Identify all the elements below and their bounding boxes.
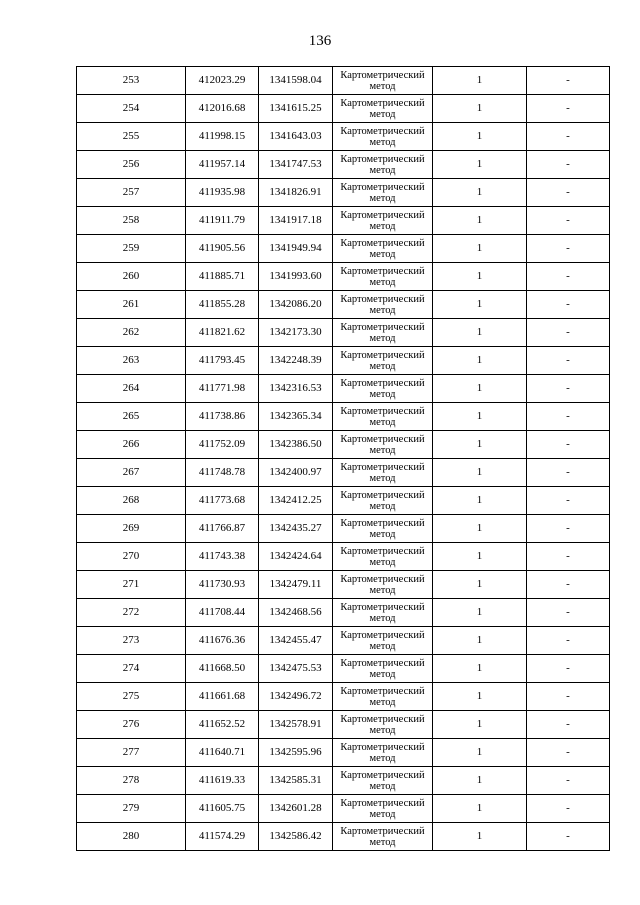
point-number-cell: 273 <box>77 627 186 655</box>
method-cell: Картометрический метод <box>333 347 433 375</box>
accuracy-cell: 1 <box>433 319 527 347</box>
accuracy-cell: 1 <box>433 207 527 235</box>
y-coordinate-cell: 1342412.25 <box>259 487 333 515</box>
x-coordinate-cell: 411766.87 <box>186 515 259 543</box>
table-row <box>77 683 610 711</box>
table-row <box>77 599 610 627</box>
x-coordinate-cell: 411640.71 <box>186 739 259 767</box>
y-coordinate-cell: 1342601.28 <box>259 795 333 823</box>
x-coordinate-cell: 411885.71 <box>186 263 259 291</box>
y-coordinate-cell: 1342424.64 <box>259 543 333 571</box>
y-coordinate-cell: 1342086.20 <box>259 291 333 319</box>
accuracy-cell: 1 <box>433 739 527 767</box>
point-number-cell: 262 <box>77 319 186 347</box>
y-coordinate-cell: 1342475.53 <box>259 655 333 683</box>
accuracy-cell: 1 <box>433 599 527 627</box>
y-coordinate-cell: 1341917.18 <box>259 207 333 235</box>
note-cell: - <box>527 95 610 123</box>
x-coordinate-cell: 411855.28 <box>186 291 259 319</box>
note-cell: - <box>527 515 610 543</box>
x-coordinate-cell: 411676.36 <box>186 627 259 655</box>
method-cell: Картометрический метод <box>333 291 433 319</box>
y-coordinate-cell: 1342585.31 <box>259 767 333 795</box>
y-coordinate-cell: 1342586.42 <box>259 823 333 851</box>
point-number-cell: 264 <box>77 375 186 403</box>
x-coordinate-cell: 412016.68 <box>186 95 259 123</box>
y-coordinate-cell: 1341826.91 <box>259 179 333 207</box>
table-row <box>77 627 610 655</box>
method-cell: Картометрический метод <box>333 235 433 263</box>
accuracy-cell: 1 <box>433 767 527 795</box>
y-coordinate-cell: 1342468.56 <box>259 599 333 627</box>
point-number-cell: 255 <box>77 123 186 151</box>
y-coordinate-cell: 1342479.11 <box>259 571 333 599</box>
x-coordinate-cell: 411821.62 <box>186 319 259 347</box>
note-cell: - <box>527 319 610 347</box>
note-cell: - <box>527 123 610 151</box>
coordinates-table-body <box>77 67 610 851</box>
table-row <box>77 123 610 151</box>
note-cell: - <box>527 151 610 179</box>
point-number-cell: 278 <box>77 767 186 795</box>
table-row <box>77 515 610 543</box>
accuracy-cell: 1 <box>433 123 527 151</box>
point-number-cell: 265 <box>77 403 186 431</box>
accuracy-cell: 1 <box>433 235 527 263</box>
x-coordinate-cell: 411574.29 <box>186 823 259 851</box>
method-cell: Картометрический метод <box>333 403 433 431</box>
accuracy-cell: 1 <box>433 459 527 487</box>
method-cell: Картометрический метод <box>333 179 433 207</box>
y-coordinate-cell: 1342365.34 <box>259 403 333 431</box>
x-coordinate-cell: 411661.68 <box>186 683 259 711</box>
note-cell: - <box>527 655 610 683</box>
table-row <box>77 795 610 823</box>
note-cell: - <box>527 823 610 851</box>
y-coordinate-cell: 1342496.72 <box>259 683 333 711</box>
accuracy-cell: 1 <box>433 571 527 599</box>
y-coordinate-cell: 1341949.94 <box>259 235 333 263</box>
table-row <box>77 403 610 431</box>
accuracy-cell: 1 <box>433 823 527 851</box>
table-row <box>77 487 610 515</box>
method-cell: Картометрический метод <box>333 795 433 823</box>
note-cell: - <box>527 179 610 207</box>
note-cell: - <box>527 67 610 95</box>
x-coordinate-cell: 411730.93 <box>186 571 259 599</box>
method-cell: Картометрический метод <box>333 627 433 655</box>
x-coordinate-cell: 411605.75 <box>186 795 259 823</box>
table-row <box>77 67 610 95</box>
method-cell: Картометрический метод <box>333 683 433 711</box>
accuracy-cell: 1 <box>433 291 527 319</box>
method-cell: Картометрический метод <box>333 515 433 543</box>
y-coordinate-cell: 1341993.60 <box>259 263 333 291</box>
table-row <box>77 291 610 319</box>
accuracy-cell: 1 <box>433 711 527 739</box>
method-cell: Картометрический метод <box>333 599 433 627</box>
point-number-cell: 279 <box>77 795 186 823</box>
method-cell: Картометрический метод <box>333 151 433 179</box>
y-coordinate-cell: 1342578.91 <box>259 711 333 739</box>
accuracy-cell: 1 <box>433 515 527 543</box>
point-number-cell: 263 <box>77 347 186 375</box>
note-cell: - <box>527 543 610 571</box>
note-cell: - <box>527 347 610 375</box>
x-coordinate-cell: 411738.86 <box>186 403 259 431</box>
note-cell: - <box>527 403 610 431</box>
x-coordinate-cell: 411793.45 <box>186 347 259 375</box>
note-cell: - <box>527 459 610 487</box>
table-row <box>77 151 610 179</box>
point-number-cell: 271 <box>77 571 186 599</box>
x-coordinate-cell: 411771.98 <box>186 375 259 403</box>
table-row <box>77 179 610 207</box>
y-coordinate-cell: 1342435.27 <box>259 515 333 543</box>
method-cell: Картометрический метод <box>333 95 433 123</box>
table-row <box>77 347 610 375</box>
coordinates-table <box>76 66 610 851</box>
accuracy-cell: 1 <box>433 375 527 403</box>
point-number-cell: 280 <box>77 823 186 851</box>
point-number-cell: 261 <box>77 291 186 319</box>
point-number-cell: 269 <box>77 515 186 543</box>
table-row <box>77 655 610 683</box>
x-coordinate-cell: 411773.68 <box>186 487 259 515</box>
point-number-cell: 270 <box>77 543 186 571</box>
y-coordinate-cell: 1342248.39 <box>259 347 333 375</box>
note-cell: - <box>527 571 610 599</box>
accuracy-cell: 1 <box>433 683 527 711</box>
table-row <box>77 431 610 459</box>
y-coordinate-cell: 1342173.30 <box>259 319 333 347</box>
x-coordinate-cell: 411652.52 <box>186 711 259 739</box>
table-row <box>77 823 610 851</box>
method-cell: Картометрический метод <box>333 375 433 403</box>
note-cell: - <box>527 627 610 655</box>
method-cell: Картометрический метод <box>333 263 433 291</box>
note-cell: - <box>527 739 610 767</box>
method-cell: Картометрический метод <box>333 571 433 599</box>
method-cell: Картометрический метод <box>333 207 433 235</box>
accuracy-cell: 1 <box>433 179 527 207</box>
note-cell: - <box>527 487 610 515</box>
table-row <box>77 543 610 571</box>
table-row <box>77 375 610 403</box>
method-cell: Картометрический метод <box>333 711 433 739</box>
note-cell: - <box>527 711 610 739</box>
accuracy-cell: 1 <box>433 431 527 459</box>
x-coordinate-cell: 411743.38 <box>186 543 259 571</box>
point-number-cell: 275 <box>77 683 186 711</box>
table-row <box>77 319 610 347</box>
table-row <box>77 767 610 795</box>
method-cell: Картометрический метод <box>333 123 433 151</box>
method-cell: Картометрический метод <box>333 319 433 347</box>
method-cell: Картометрический метод <box>333 655 433 683</box>
note-cell: - <box>527 207 610 235</box>
point-number-cell: 272 <box>77 599 186 627</box>
point-number-cell: 260 <box>77 263 186 291</box>
y-coordinate-cell: 1341747.53 <box>259 151 333 179</box>
x-coordinate-cell: 411708.44 <box>186 599 259 627</box>
y-coordinate-cell: 1342400.97 <box>259 459 333 487</box>
table-row <box>77 207 610 235</box>
note-cell: - <box>527 375 610 403</box>
y-coordinate-cell: 1341643.03 <box>259 123 333 151</box>
accuracy-cell: 1 <box>433 403 527 431</box>
method-cell: Картометрический метод <box>333 823 433 851</box>
accuracy-cell: 1 <box>433 543 527 571</box>
table-row <box>77 711 610 739</box>
method-cell: Картометрический метод <box>333 543 433 571</box>
point-number-cell: 268 <box>77 487 186 515</box>
point-number-cell: 257 <box>77 179 186 207</box>
note-cell: - <box>527 683 610 711</box>
accuracy-cell: 1 <box>433 263 527 291</box>
y-coordinate-cell: 1342595.96 <box>259 739 333 767</box>
y-coordinate-cell: 1342386.50 <box>259 431 333 459</box>
table-row <box>77 235 610 263</box>
table-row <box>77 263 610 291</box>
x-coordinate-cell: 411957.14 <box>186 151 259 179</box>
note-cell: - <box>527 795 610 823</box>
accuracy-cell: 1 <box>433 487 527 515</box>
accuracy-cell: 1 <box>433 151 527 179</box>
x-coordinate-cell: 411668.50 <box>186 655 259 683</box>
accuracy-cell: 1 <box>433 347 527 375</box>
point-number-cell: 274 <box>77 655 186 683</box>
table-row <box>77 739 610 767</box>
point-number-cell: 276 <box>77 711 186 739</box>
point-number-cell: 267 <box>77 459 186 487</box>
point-number-cell: 258 <box>77 207 186 235</box>
x-coordinate-cell: 411935.98 <box>186 179 259 207</box>
note-cell: - <box>527 235 610 263</box>
accuracy-cell: 1 <box>433 67 527 95</box>
x-coordinate-cell: 412023.29 <box>186 67 259 95</box>
note-cell: - <box>527 263 610 291</box>
method-cell: Картометрический метод <box>333 739 433 767</box>
accuracy-cell: 1 <box>433 795 527 823</box>
x-coordinate-cell: 411911.79 <box>186 207 259 235</box>
y-coordinate-cell: 1341598.04 <box>259 67 333 95</box>
y-coordinate-cell: 1342316.53 <box>259 375 333 403</box>
table-row <box>77 571 610 599</box>
table-row <box>77 459 610 487</box>
x-coordinate-cell: 411752.09 <box>186 431 259 459</box>
y-coordinate-cell: 1342455.47 <box>259 627 333 655</box>
note-cell: - <box>527 431 610 459</box>
x-coordinate-cell: 411905.56 <box>186 235 259 263</box>
x-coordinate-cell: 411998.15 <box>186 123 259 151</box>
point-number-cell: 256 <box>77 151 186 179</box>
note-cell: - <box>527 599 610 627</box>
note-cell: - <box>527 291 610 319</box>
point-number-cell: 266 <box>77 431 186 459</box>
point-number-cell: 277 <box>77 739 186 767</box>
note-cell: - <box>527 767 610 795</box>
method-cell: Картометрический метод <box>333 67 433 95</box>
method-cell: Картометрический метод <box>333 487 433 515</box>
method-cell: Картометрический метод <box>333 767 433 795</box>
x-coordinate-cell: 411619.33 <box>186 767 259 795</box>
accuracy-cell: 1 <box>433 95 527 123</box>
point-number-cell: 254 <box>77 95 186 123</box>
point-number-cell: 259 <box>77 235 186 263</box>
y-coordinate-cell: 1341615.25 <box>259 95 333 123</box>
method-cell: Картометрический метод <box>333 431 433 459</box>
x-coordinate-cell: 411748.78 <box>186 459 259 487</box>
accuracy-cell: 1 <box>433 655 527 683</box>
table-row <box>77 95 610 123</box>
accuracy-cell: 1 <box>433 627 527 655</box>
page-number: 136 <box>308 33 332 49</box>
method-cell: Картометрический метод <box>333 459 433 487</box>
point-number-cell: 253 <box>77 67 186 95</box>
